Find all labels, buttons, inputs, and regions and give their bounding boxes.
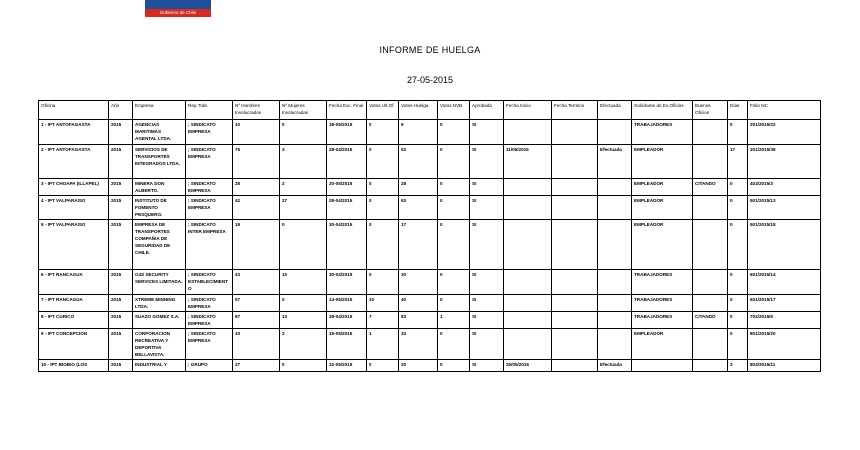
cell-votos-ult: 1 <box>367 329 399 360</box>
cell-folio: 201/2015/22 <box>748 120 821 145</box>
cell-votos-huelga: 20 <box>399 360 438 372</box>
cell-votos-huelga: 9 <box>399 120 438 145</box>
table-header-row <box>39 101 821 120</box>
cell-anio: 2015 <box>109 145 133 179</box>
cell-aprobada: SI <box>470 120 504 145</box>
cell-anio: 2015 <box>109 179 133 196</box>
cell-votos-ult: 0 <box>367 196 399 220</box>
col-header: Fecha Exc. Final <box>327 101 367 120</box>
table-row <box>39 360 821 372</box>
col-header: Empresa <box>133 101 186 120</box>
cell-fecha-exc: 20-05/2015 <box>327 179 367 196</box>
cell-solicitante <box>632 360 693 372</box>
cell-efectuada <box>598 179 632 196</box>
col-header: Votos Ult.Of. <box>367 101 399 120</box>
cell-buenos <box>693 270 728 295</box>
col-header: Folio NC <box>748 101 821 120</box>
cell-oficina: 8 - IPT CURICO <box>39 312 109 329</box>
table-row <box>39 329 821 360</box>
cell-fecha-exc: 19-05/2015 <box>327 329 367 360</box>
cell-votos-huelga: 30 <box>399 270 438 295</box>
cell-fecha-termino <box>552 270 598 295</box>
cell-hombres: 76 <box>233 145 280 179</box>
cell-efectuada <box>598 270 632 295</box>
cell-votos-ult: 10 <box>367 295 399 312</box>
cell-buenos <box>693 196 728 220</box>
cell-hombres: 19 <box>233 220 280 270</box>
cell-empresa: XTREME MINNING LTDA. <box>133 295 186 312</box>
col-header: Efectuada <box>598 101 632 120</box>
cell-aprobada: SI <box>470 179 504 196</box>
cell-fecha-inicio <box>504 220 552 270</box>
cell-fecha-exc: 28-04/2015 <box>327 196 367 220</box>
cell-dias: 3 <box>728 360 748 372</box>
cell-votos-nvb: 0 <box>438 360 470 372</box>
cell-fecha-termino <box>552 295 598 312</box>
cell-empresa: MINERA DON ALBERTO. <box>133 179 186 196</box>
cell-folio: 801/2015/20 <box>748 329 821 360</box>
cell-votos-huelga: 40 <box>399 295 438 312</box>
cell-oficina: 4 - IPT VALPARAISO <box>39 196 109 220</box>
strike-report-table <box>38 100 821 372</box>
cell-votos-nvb: 0 <box>438 196 470 220</box>
cell-anio: 2015 <box>109 360 133 372</box>
cell-fecha-inicio <box>504 312 552 329</box>
report-title: INFORME DE HUELGA <box>379 45 481 55</box>
cell-fecha-inicio <box>504 120 552 145</box>
table-row <box>39 120 821 145</box>
cell-votos-nvb: 0 <box>438 145 470 179</box>
cell-votos-nvb: 0 <box>438 329 470 360</box>
cell-anio: 2015 <box>109 270 133 295</box>
cell-votos-huelga: 33 <box>399 329 438 360</box>
cell-rep: ; GRUPO <box>186 360 233 372</box>
cell-fecha-exc: 30-04/2015 <box>327 270 367 295</box>
cell-anio: 2015 <box>109 295 133 312</box>
cell-folio: 601/2015/17 <box>748 295 821 312</box>
cell-dias: 0 <box>728 329 748 360</box>
cell-efectuada: Efectuada <box>598 360 632 372</box>
cell-rep: ; SINDICATO EMPRESA <box>186 145 233 179</box>
cell-solicitante: EMPLEADOR <box>632 179 693 196</box>
cell-folio: 702/2015/5 <box>748 312 821 329</box>
cell-mujeres: 3 <box>280 145 327 179</box>
cell-dias: 0 <box>728 120 748 145</box>
cell-fecha-termino <box>552 360 598 372</box>
cell-fecha-inicio <box>504 196 552 220</box>
cell-buenos <box>693 329 728 360</box>
cell-hombres: 33 <box>233 329 280 360</box>
gobierno-logo <box>145 0 211 17</box>
table-row <box>39 196 821 220</box>
cell-solicitante: EMPLEADOR <box>632 220 693 270</box>
cell-folio: 403/2015/3 <box>748 179 821 196</box>
cell-solicitante: EMPLEADOR <box>632 145 693 179</box>
cell-votos-nvb: 0 <box>438 270 470 295</box>
cell-solicitante: TRABAJADORES <box>632 270 693 295</box>
cell-votos-huelga: 17 <box>399 220 438 270</box>
cell-votos-ult: 7 <box>367 312 399 329</box>
cell-empresa: INSTITUTO DE FOMENTO PESQUERO. <box>133 196 186 220</box>
col-header: Fecha Inicio <box>504 101 552 120</box>
col-header: Nº Hombres Involucrados <box>233 101 280 120</box>
cell-anio: 2015 <box>109 329 133 360</box>
cell-hombres: 27 <box>233 360 280 372</box>
cell-votos-ult: 0 <box>367 360 399 372</box>
cell-hombres: 43 <box>233 270 280 295</box>
cell-empresa: AGENCIAS MARITIMAS AGENTAL LTDA. <box>133 120 186 145</box>
cell-oficina: 5 - IPT VALPARAISO <box>39 220 109 270</box>
cell-oficina: 1 - IPT ANTOFAGASTA <box>39 120 109 145</box>
cell-oficina: 6 - IPT RANCAGUA <box>39 270 109 295</box>
cell-fecha-exc: 28-04/2015 <box>327 145 367 179</box>
cell-oficina: 3 - IPT CHOAPA (ILLAPEL) <box>39 179 109 196</box>
cell-folio: 501/2015/13 <box>748 196 821 220</box>
cell-dias: 17 <box>728 145 748 179</box>
cell-fecha-termino <box>552 312 598 329</box>
cell-votos-nvb: 0 <box>438 179 470 196</box>
cell-fecha-termino <box>552 329 598 360</box>
cell-solicitante: TRABAJADORES <box>632 312 693 329</box>
cell-mujeres: 0 <box>280 360 327 372</box>
cell-fecha-inicio <box>504 295 552 312</box>
col-header: Rep.Trab. <box>186 101 233 120</box>
cell-oficina: 9 - IPT CONCEPCION <box>39 329 109 360</box>
cell-rep: ; SINDICATO EMPRESA <box>186 120 233 145</box>
table-body <box>39 120 821 372</box>
cell-votos-nvb: 0 <box>438 120 470 145</box>
cell-efectuada <box>598 196 632 220</box>
cell-empresa: SERVICIOS DE TRANSPORTES INTEGRADOS LTDA. <box>133 145 186 179</box>
col-header: Votos NVB <box>438 101 470 120</box>
table-row <box>39 270 821 295</box>
col-header: Votos Huelga <box>399 101 438 120</box>
cell-mujeres: 0 <box>280 120 327 145</box>
cell-aprobada: SI <box>470 270 504 295</box>
cell-mujeres: 2 <box>280 179 327 196</box>
cell-hombres: 28 <box>233 179 280 196</box>
logo-red-band <box>145 9 211 17</box>
cell-votos-huelga: 83 <box>399 312 438 329</box>
cell-efectuada <box>598 220 632 270</box>
cell-dias: 0 <box>728 270 748 295</box>
cell-oficina: 2 - IPT ANTOFAGASTA <box>39 145 109 179</box>
cell-empresa: INDUSTRIAL Y <box>133 360 186 372</box>
cell-buenos <box>693 360 728 372</box>
cell-rep: ; SINDICATO EMPRESA <box>186 196 233 220</box>
logo-text: Gobierno de Chile <box>159 10 197 15</box>
cell-solicitante: EMPLEADOR <box>632 329 693 360</box>
cell-efectuada: Efectuada <box>598 145 632 179</box>
col-header: Días <box>728 101 748 120</box>
cell-fecha-inicio <box>504 179 552 196</box>
cell-folio: 501/2015/18 <box>748 220 821 270</box>
cell-aprobada: SI <box>470 312 504 329</box>
cell-solicitante: TRABAJADORES <box>632 295 693 312</box>
cell-dias: 0 <box>728 179 748 196</box>
cell-folio: 201/2015/38 <box>748 145 821 179</box>
cell-votos-ult: 0 <box>367 220 399 270</box>
cell-empresa: G4S SECURITY SERVICES LIMITADA. <box>133 270 186 295</box>
cell-aprobada: SI <box>470 329 504 360</box>
cell-votos-nvb: 0 <box>438 220 470 270</box>
cell-fecha-inicio <box>504 329 552 360</box>
cell-empresa: EMPRESA DE TRANSPORTES COMPAÑIA DE SEGURIDAD DE CHILE. <box>133 220 186 270</box>
cell-votos-huelga: 53 <box>399 145 438 179</box>
cell-solicitante: EMPLEADOR <box>632 196 693 220</box>
cell-fecha-exc: 30-04/2015 <box>327 220 367 270</box>
cell-aprobada: SI <box>470 220 504 270</box>
cell-fecha-termino <box>552 120 598 145</box>
cell-anio: 2015 <box>109 196 133 220</box>
cell-folio: 803/2015/11 <box>748 360 821 372</box>
cell-aprobada: SI <box>470 360 504 372</box>
col-header: Año <box>109 101 133 120</box>
cell-dias: 0 <box>728 220 748 270</box>
cell-aprobada: SI <box>470 295 504 312</box>
cell-rep: ; SINDICATO EMPRESA <box>186 179 233 196</box>
cell-oficina: 10 - IPT BIOBIO (LOS <box>39 360 109 372</box>
cell-rep: ; SINDICATO EMPRESA <box>186 295 233 312</box>
cell-rep: ; SINDICATO INTER EMPRESA <box>186 220 233 270</box>
cell-rep: ; SINDICATO ESTABLECIMIENTO <box>186 270 233 295</box>
cell-empresa: CORPORACION RECREATIVA Y DEPORTIVA BELLAVISTA. <box>133 329 186 360</box>
cell-hombres: 42 <box>233 196 280 220</box>
table-row <box>39 179 821 196</box>
cell-fecha-termino <box>552 196 598 220</box>
cell-buenos <box>693 120 728 145</box>
cell-fecha-exc: 14-05/2015 <box>327 295 367 312</box>
cell-votos-ult: 0 <box>367 179 399 196</box>
cell-solicitante: TRABAJADORES <box>632 120 693 145</box>
cell-efectuada <box>598 295 632 312</box>
cell-mujeres: 10 <box>280 270 327 295</box>
cell-buenos: CITANDO <box>693 312 728 329</box>
cell-mujeres: 13 <box>280 312 327 329</box>
cell-rep: ; SINDICATO EMPRESA <box>186 329 233 360</box>
cell-efectuada <box>598 120 632 145</box>
cell-buenos <box>693 145 728 179</box>
cell-rep: ; SINDICATO EMPRESA <box>186 312 233 329</box>
cell-aprobada: SI <box>470 196 504 220</box>
cell-efectuada <box>598 312 632 329</box>
cell-oficina: 7 - IPT RANCAGUA <box>39 295 109 312</box>
cell-votos-huelga: 28 <box>399 179 438 196</box>
cell-dias: 0 <box>728 295 748 312</box>
cell-efectuada <box>598 329 632 360</box>
cell-hombres: 10 <box>233 120 280 145</box>
col-header: Solicitante de Ex.Oficios <box>632 101 693 120</box>
cell-buenos <box>693 295 728 312</box>
cell-fecha-inicio: 25/05/2015 <box>504 360 552 372</box>
cell-votos-nvb: 0 <box>438 295 470 312</box>
cell-dias: 0 <box>728 196 748 220</box>
cell-anio: 2015 <box>109 220 133 270</box>
cell-hombres: 57 <box>233 295 280 312</box>
cell-dias: 0 <box>728 312 748 329</box>
cell-anio: 2015 <box>109 312 133 329</box>
cell-folio: 601/2015/14 <box>748 270 821 295</box>
cell-fecha-inicio: 11/05/2015 <box>504 145 552 179</box>
cell-mujeres: 0 <box>280 295 327 312</box>
cell-hombres: 87 <box>233 312 280 329</box>
cell-votos-huelga: 63 <box>399 196 438 220</box>
cell-fecha-exc: 28-04/2015 <box>327 312 367 329</box>
cell-mujeres: 2 <box>280 329 327 360</box>
cell-fecha-exc: 22-05/2015 <box>327 360 367 372</box>
cell-votos-ult: 0 <box>367 270 399 295</box>
cell-fecha-termino <box>552 145 598 179</box>
col-header: Fecha Termino <box>552 101 598 120</box>
cell-mujeres: 0 <box>280 220 327 270</box>
report-date: 27-05-2015 <box>406 75 454 85</box>
col-header: Oficina <box>39 101 109 120</box>
cell-fecha-inicio <box>504 270 552 295</box>
cell-buenos <box>693 220 728 270</box>
table-row <box>39 312 821 329</box>
col-header: Aprobada <box>470 101 504 120</box>
cell-fecha-termino <box>552 179 598 196</box>
cell-aprobada: SI <box>470 145 504 179</box>
col-header: Nº Mujeres Involucradas <box>280 101 327 120</box>
col-header: Buenos Oficios <box>693 101 728 120</box>
logo-blue-band <box>145 0 211 9</box>
cell-fecha-exc: 18-05/2015 <box>327 120 367 145</box>
cell-votos-ult: 0 <box>367 145 399 179</box>
table-row <box>39 220 821 270</box>
cell-fecha-termino <box>552 220 598 270</box>
table-row <box>39 145 821 179</box>
table-row <box>39 295 821 312</box>
cell-votos-ult: 0 <box>367 120 399 145</box>
cell-votos-nvb: 1 <box>438 312 470 329</box>
cell-mujeres: 27 <box>280 196 327 220</box>
cell-anio: 2015 <box>109 120 133 145</box>
cell-buenos: CITANDO <box>693 179 728 196</box>
cell-empresa: SUAZO GOMEZ S.A. <box>133 312 186 329</box>
